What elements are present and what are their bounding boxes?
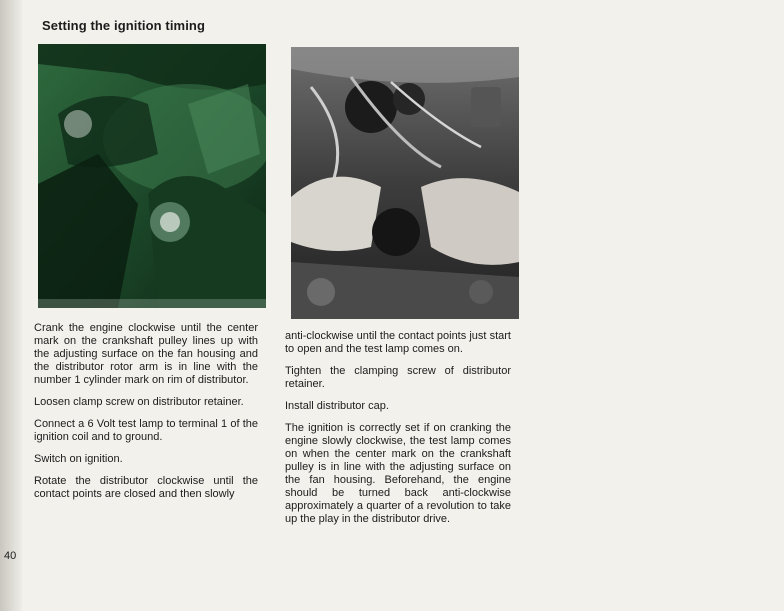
left-text-column xyxy=(34,322,258,510)
right-text-column xyxy=(285,330,511,535)
page-number: 40 xyxy=(4,550,17,562)
instruction-anticlockwise: anti-clockwise until the contact points just start to open and the test lamp comes on. xyxy=(285,330,511,355)
instruction-crank-engine: Crank the engine clockwise until the center mark on the crankshaft pulley lines up with the adjusting surface on the fan housing and the distributor rotor arm is in line with the number 1 cylinder mark on rim of distributor. xyxy=(34,322,258,386)
instruction-loosen-clamp: Loosen clamp screw on distributor retainer. xyxy=(34,396,244,408)
instruction-switch-on: Switch on ignition. xyxy=(34,453,123,465)
instruction-tighten-screw: Tighten the clamping screw of distributor retainer. xyxy=(285,365,511,390)
instruction-check-timing: The ignition is correctly set if on cranking the engine slowly clockwise, the test lamp comes on when the center mark on the crankshaft pulley is in line with the adjusting surface on the fan housing. Beforehand, the engine should be turned back anti-clockwise approximately a quarter of a revolution to take up the play in the distributor drive. xyxy=(285,422,511,525)
instruction-install-cap: Install distributor cap. xyxy=(285,400,389,412)
timing-mark-photo xyxy=(38,44,266,308)
instruction-rotate-distributor: Rotate the distributor clockwise until the contact points are closed and then slowly xyxy=(34,475,258,500)
instruction-connect-lamp: Connect a 6 Volt test lamp to terminal 1 of the ignition coil and to ground. xyxy=(34,418,258,443)
page-title: Setting the ignition timing xyxy=(42,18,206,33)
distributor-adjustment-photo xyxy=(291,47,519,319)
binding-shadow xyxy=(0,0,22,611)
